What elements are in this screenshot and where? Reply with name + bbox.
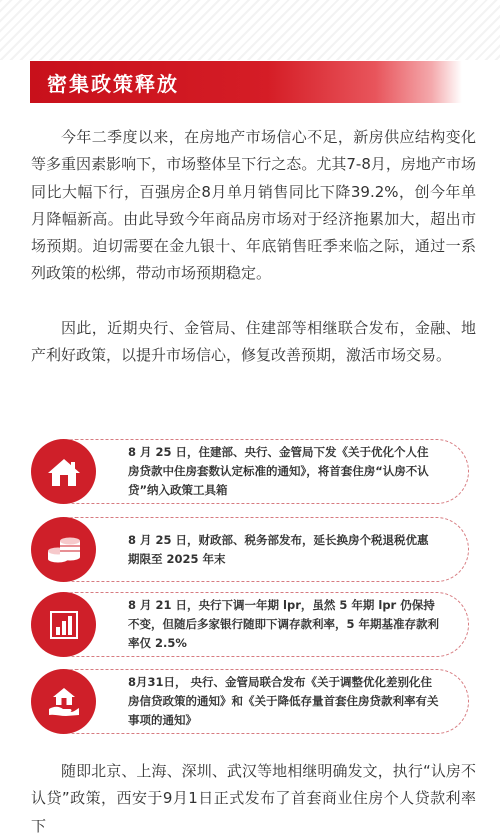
policy-item-housing-count bbox=[31, 439, 469, 504]
house-icon bbox=[31, 439, 96, 504]
policy-item-text: 8 月 25 日，住建部、央行、金管局下发《关于优化个人住房贷款中住房套数认定标准的通知》，将首套住房“认房不认贷”纳入政策工具箱 bbox=[128, 445, 429, 497]
section-title: 密集政策释放 bbox=[47, 71, 179, 96]
policy-item-text: 8 月 25 日，财政部、税务部发布，延长换房个税退税优惠期限至 2025 年末 bbox=[128, 532, 429, 566]
policy-item-credit-policy bbox=[31, 669, 469, 734]
intro-paragraph: 今年二季度以来，在房地产市场信心不足，新房供应结构变化等多重因素影响下，市场整体呈下行之态。尤其7-8月，房地产市场同比大幅下行，百强房企8月单月销售同比下降39.2%，创今年单月降幅新高。由此导致今年商品房市场对于经济拖累加大，超出市场预期。迫切需要在金九银十、年底销售旺季来临之际，通过一系列政策的松绑，带动市场预期稳定。 bbox=[31, 128, 476, 283]
followup-paragraph: 随即北京、上海、深圳、武汉等地相继明确发文，执行“认房不认贷”政策，西安于9月1日正式发布了首套商业住房个人贷款利率下 bbox=[31, 762, 476, 835]
policy-item-text: 8 月 21 日，央行下调一年期 lpr，虽然 5 年期 lpr 仍保持不变，但随后多家银行随即下调存款利率，5 年期基准存款利率仅 2.5% bbox=[128, 598, 440, 650]
section-header bbox=[30, 61, 462, 103]
hand-house-icon bbox=[31, 669, 96, 734]
summary-paragraph: 因此，近期央行、金管局、住建部等相继联合发布，金融、地产利好政策，以提升市场信心，修复改善预期，激活市场交易。 bbox=[31, 319, 476, 365]
policy-item-lpr-rate bbox=[31, 592, 469, 657]
policy-item-text: 8月31日， 央行、金管局联合发布《关于调整优化差别化住房信贷政策的通知》和《关于降低存量首套住房贷款利率有关事项的通知》 bbox=[128, 675, 439, 727]
coins-icon bbox=[31, 517, 96, 582]
decorative-stripe-top bbox=[0, 0, 500, 60]
bar-chart-icon bbox=[31, 592, 96, 657]
policy-item-tax-refund bbox=[31, 517, 469, 582]
